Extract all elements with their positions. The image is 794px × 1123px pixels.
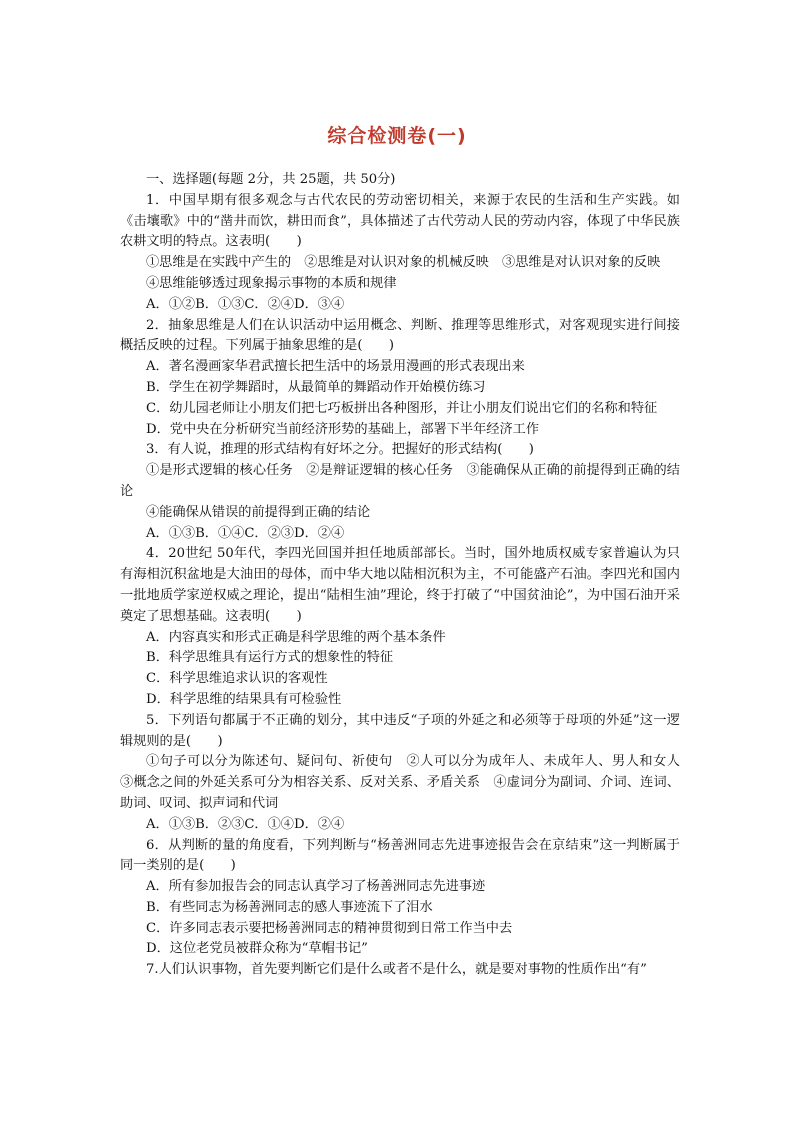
question-4-option-d: D．科学思维的结果具有可检验性 [146, 691, 342, 707]
question-4-option-b: B．科学思维具有运行方式的想象性的特征 [146, 650, 394, 666]
question-4-option-a: A．内容真实和形式正确是科学思维的两个基本条件 [146, 629, 446, 645]
question-5-statements: ①句子可以分为陈述句、疑问句、祈使句 ②人可以分为成年人、未成年人、男人和女人 ③概念之间的外延关系可分为相容关系、反对关系、矛盾关系 ④虚词分为副词、介词、连词、助词、叹词、拟声词和代词 [120, 754, 694, 811]
section-heading: 一、选择题(每题 2分，共 25题，共 50分) [146, 172, 396, 187]
question-6-stem: 6．从判断的量的角度看，下列判断与“杨善洲同志先进事迹报告会在京结束”这一判断属于同一类别的是( ) [120, 837, 680, 874]
question-6-option-c: C．许多同志表示要把杨善洲同志的精神贯彻到日常工作当中去 [146, 920, 513, 936]
question-1-stem: 1．中国早期有很多观念与古代农民的劳动密切相关，来源于农民的生活和生产实践。如《击壤歌》中的“凿井而饮，耕田而食”，具体描述了古代劳动人民的劳动内容，体现了中华民族农耕文明的特点。这表明( ) [120, 192, 680, 250]
question-3-statements-line-2: ④能确保从错误的前提得到正确的结论 [146, 504, 371, 520]
question-3-stem: 3．有人说，推理的形式结构有好坏之分。把握好的形式结构( ) [146, 442, 534, 458]
question-2-option-a: A．著名漫画家华君武擅长把生活中的场景用漫画的形式表现出来 [146, 359, 525, 375]
question-6-option-b: B．有些同志为杨善洲同志的感人事迹流下了泪水 [146, 899, 433, 915]
question-4-option-c: C．科学思维追求认识的客观性 [146, 671, 328, 687]
page-title: 综合检测卷(一) [327, 125, 467, 147]
question-3-options: A．①③B．①④C．②③D．②④ [146, 525, 345, 541]
question-2-option-d: D．党中央在分析研究当前经济形势的基础上，部署下半年经济工作 [146, 421, 540, 437]
question-1-statements-line-1: ①思维是在实践中产生的 ②思维是对认识对象的机械反映 ③思维是对认识对象的反映 [146, 255, 661, 271]
question-2-option-c: C．幼儿园老师让小朋友们把七巧板拼出各种图形，并让小朋友们说出它们的名称和特征 [146, 400, 658, 416]
question-4-stem: 4．20世纪 50年代，李四光回国并担任地质部部长。当时，国外地质权威专家普遍认为只有海相沉积盆地是大油田的母体，而中华大地以陆相沉积为主，不可能盛产石油。李四光和国内一批地质学家逆权威之理论，提出“陆相生油”理论，终于打破了“中国贫油论”，为中国石油开采奠定了思想基础。这表明( ) [120, 546, 680, 624]
question-2-option-b: B．学生在初学舞蹈时，从最简单的舞蹈动作开始模仿练习 [146, 379, 486, 395]
question-5-stem: 5．下列语句都属于不正确的划分，其中违反“子项的外延之和必须等于母项的外延”这一逻辑规则的是( ) [120, 712, 680, 749]
exam-content [120, 170, 694, 981]
question-1-statements-line-2: ④思维能够透过现象揭示事物的本质和规律 [146, 275, 397, 291]
question-6-option-a: A．所有参加报告会的同志认真学习了杨善洲同志先进事迹 [146, 879, 486, 895]
question-2-stem: 2．抽象思维是人们在认识活动中运用概念、判断、推理等思维形式，对客观现实进行间接概括反映的过程。下列属于抽象思维的是( ) [120, 317, 680, 354]
question-3-statements-line-1: ①是形式逻辑的核心任务 ②是辩证逻辑的核心任务 ③能确保从正确的前提得到正确的结论 [120, 463, 680, 499]
question-5-options: A．①③B．②③C．①④D．②④ [146, 816, 345, 832]
question-7-stem: 7.人们认识事物，首先要判断它们是什么或者不是什么，就是要对事物的性质作出“有” [146, 962, 647, 978]
question-6-option-d: D．这位老党员被群众称为“草帽书记” [146, 941, 368, 957]
question-1-options: A．①②B．①③C．②④D．③④ [146, 296, 345, 312]
